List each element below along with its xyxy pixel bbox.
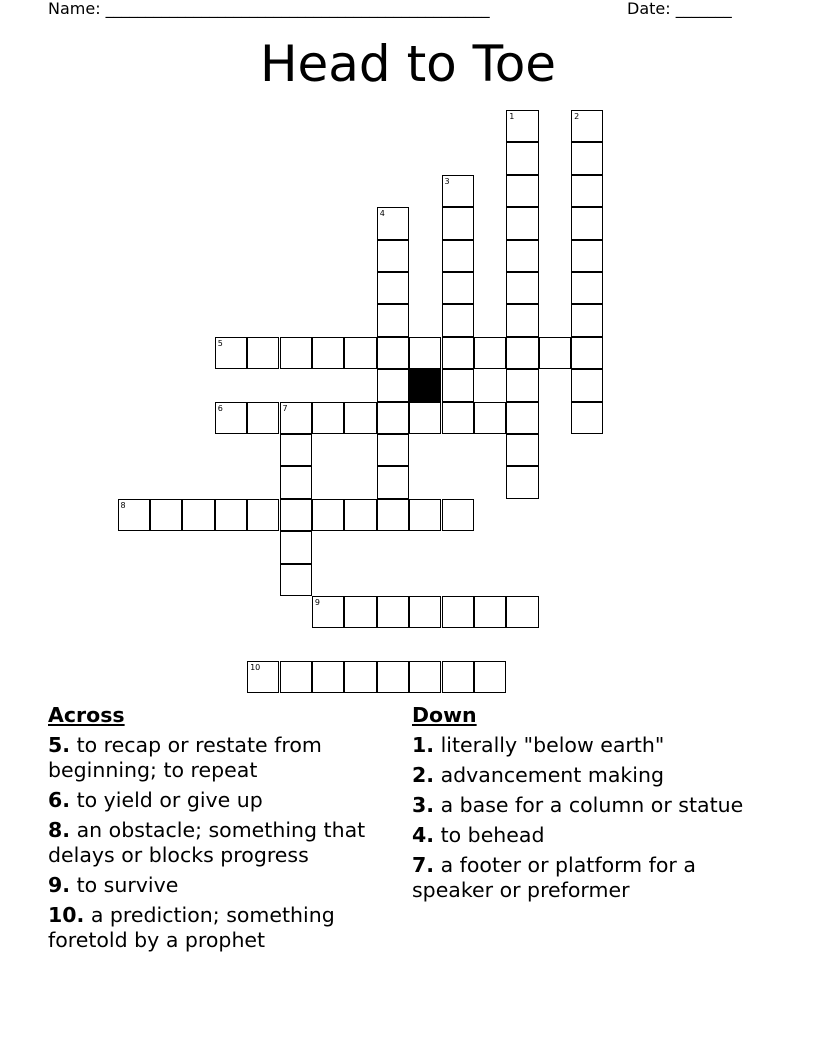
grid-cell[interactable] [377,661,409,693]
grid-cell[interactable] [312,337,344,369]
clue-across-8 [48,818,403,868]
grid-cell[interactable] [344,402,376,434]
grid-cell-5[interactable] [215,337,247,369]
grid-cell-10[interactable] [247,661,279,693]
clue-number-label: 6 [217,403,223,413]
clue-across-6 [48,788,403,813]
black-square [409,369,441,401]
down-clues [412,703,762,908]
clue-number-label: 10 [250,662,261,672]
grid-cell[interactable] [377,240,409,272]
grid-cell[interactable] [280,499,312,531]
grid-cell[interactable] [377,272,409,304]
grid-cell[interactable] [280,337,312,369]
clue-text: a base for a column or statue [434,793,744,817]
clue-number: 9. [48,873,71,897]
clue-number: 6. [48,788,71,812]
grid-cell[interactable] [344,661,376,693]
clue-down-7 [412,853,762,903]
clue-text: literally "below earth" [434,733,665,757]
grid-cell[interactable] [474,402,506,434]
grid-cell[interactable] [506,466,538,498]
grid-cell-3[interactable] [442,175,474,207]
clue-text: to recap or restate from beginning; to repeat [48,733,322,782]
grid-cell[interactable] [280,564,312,596]
clue-number: 2. [412,763,435,787]
grid-cell[interactable] [571,142,603,174]
grid-cell[interactable] [442,272,474,304]
grid-cell[interactable] [312,402,344,434]
grid-cell[interactable] [571,304,603,336]
clue-text: to survive [70,873,179,897]
grid-cell[interactable] [280,466,312,498]
grid-cell-2[interactable] [571,110,603,142]
clue-number: 8. [48,818,71,842]
clue-down-4 [412,823,762,848]
clue-number: 5. [48,733,71,757]
grid-cell[interactable] [442,596,474,628]
grid-cell-4[interactable] [377,207,409,239]
grid-cell[interactable] [506,240,538,272]
grid-cell[interactable] [247,499,279,531]
grid-cell-6[interactable] [215,402,247,434]
clue-number-label: 5 [217,338,223,348]
grid-cell[interactable] [377,304,409,336]
grid-cell[interactable] [571,175,603,207]
grid-cell[interactable] [474,337,506,369]
across-heading: Across [48,703,125,727]
clue-number-label: 4 [379,209,385,219]
grid-cell[interactable] [377,337,409,369]
clue-number: 10. [48,903,85,927]
clue-text: advancement making [434,763,664,787]
grid-cell[interactable] [280,661,312,693]
grid-cell[interactable] [571,207,603,239]
grid-cell[interactable] [442,240,474,272]
clue-down-1 [412,733,762,758]
grid-cell[interactable] [571,240,603,272]
clue-number-label: 1 [509,112,515,121]
grid-cell[interactable] [215,499,247,531]
grid-cell[interactable] [571,272,603,304]
grid-cell[interactable] [377,434,409,466]
grid-cell[interactable] [442,661,474,693]
clue-across-5 [48,733,403,783]
clue-number: 4. [412,823,435,847]
clue-across-9 [48,873,403,898]
grid-cell[interactable] [377,499,409,531]
grid-cell[interactable] [539,337,571,369]
grid-cell[interactable] [442,369,474,401]
grid-cell-8[interactable] [118,499,150,531]
grid-cell[interactable] [442,402,474,434]
clue-number: 7. [412,853,435,877]
grid-cell-1[interactable] [506,110,538,142]
clue-number-label: 7 [282,403,288,413]
grid-cell[interactable] [571,369,603,401]
grid-cell[interactable] [312,499,344,531]
clue-text: an obstacle; something that delays or blocks progress [48,818,366,867]
grid-cell[interactable] [312,661,344,693]
grid-cell[interactable] [506,207,538,239]
clue-number-label: 8 [120,500,126,510]
clue-number-label: 9 [314,598,320,607]
clue-across-10 [48,903,403,953]
clue-text: to yield or give up [70,788,263,812]
name-field-label: Name: ________________________________________________ [48,0,490,18]
clue-number-label: 3 [444,176,450,186]
grid-cell[interactable] [409,499,441,531]
grid-cell[interactable] [506,272,538,304]
grid-cell[interactable] [506,175,538,207]
down-heading: Down [412,703,477,727]
grid-cell[interactable] [442,207,474,239]
grid-cell[interactable] [377,402,409,434]
grid-cell[interactable] [247,337,279,369]
clue-number: 1. [412,733,435,757]
grid-cell[interactable] [377,369,409,401]
grid-cell[interactable] [280,434,312,466]
grid-cell[interactable] [409,661,441,693]
clue-text: to behead [434,823,545,847]
grid-cell[interactable] [377,596,409,628]
grid-cell[interactable] [280,531,312,563]
grid-cell[interactable] [571,337,603,369]
across-clues [48,703,403,958]
grid-cell[interactable] [182,499,214,531]
grid-cell[interactable] [474,596,506,628]
clue-number-label: 2 [574,112,580,121]
grid-cell[interactable] [506,337,538,369]
grid-cell[interactable] [344,499,376,531]
grid-cell[interactable] [409,337,441,369]
grid-cell-7[interactable] [280,402,312,434]
clue-text: a footer or platform for a speaker or preformer [412,853,696,902]
puzzle-title: Head to Toe [259,35,557,93]
grid-cell[interactable] [506,402,538,434]
clue-number: 3. [412,793,435,817]
grid-cell[interactable] [442,304,474,336]
grid-cell[interactable] [409,596,441,628]
grid-cell-9[interactable] [312,596,344,628]
grid-cell[interactable] [377,466,409,498]
grid-cell[interactable] [506,304,538,336]
grid-cell[interactable] [409,402,441,434]
clue-text: a prediction; something foretold by a prophet [48,903,335,952]
grid-cell[interactable] [506,596,538,628]
grid-cell[interactable] [247,402,279,434]
grid-cell[interactable] [442,499,474,531]
clue-down-3 [412,793,762,818]
grid-cell[interactable] [474,661,506,693]
grid-cell[interactable] [506,142,538,174]
grid-cell[interactable] [506,369,538,401]
grid-cell[interactable] [344,596,376,628]
clue-down-2 [412,763,762,788]
grid-cell[interactable] [442,337,474,369]
date-field-label: Date: _______ [627,0,732,18]
grid-cell[interactable] [150,499,182,531]
grid-cell[interactable] [344,337,376,369]
grid-cell[interactable] [506,434,538,466]
grid-cell[interactable] [571,402,603,434]
